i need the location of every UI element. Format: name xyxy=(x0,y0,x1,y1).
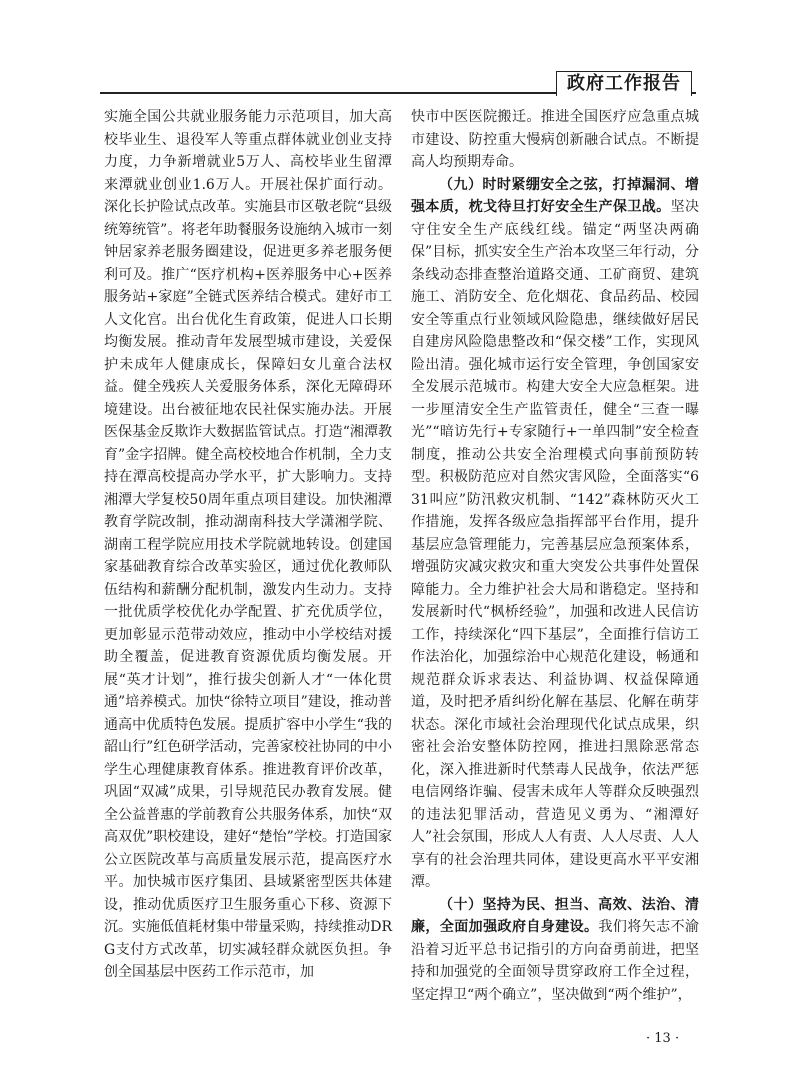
section-paragraph-9 xyxy=(411,174,699,894)
body-paragraph: 快市中医医院搬迁。推进全国医疗应急重点城市建设、防控重大慢病创新融合试点。不断提高人均预期寿命。 xyxy=(411,109,699,170)
section-heading-10: （十）坚持为民、担当、高效、法治、清廉，全面加强政府自身建设。 xyxy=(411,896,699,935)
section-header-title: 政府工作报告 xyxy=(556,71,692,96)
section-heading-9: （九）时时紧绷安全之弦，打掉漏洞、增强本质，枕戈待旦打好安全生产保卫战。 xyxy=(411,176,699,215)
section-paragraph-10 xyxy=(411,894,699,1007)
body-paragraph: 实施全国公共就业服务能力示范项目，加大高校毕业生、退役军人等重点群体就业创业支持力度，力争新增就业5万人、高校毕业生留潭来潭就业创业1.6万人。开展社保扩面行动。深化长护险试点改革。实施县市区敬老院“县级统筹统管”。将老年助餐服务设施纳入城市一刻钟居家养老服务圈建设，促进更多养老服务便利可及。推广“医疗机构+医养服务中心+医养服务站+家庭”全链式医养结合模式。建好市工人文化宫。出台优化生育政策，促进人口长期均衡发展。推动青年发展型城市建设，关爱保护未成年人健康成长，保障妇女儿童合法权益。健全残疾人关爱服务体系，深化无障碍环境建设。出台被征地农民社保实施办法。开展医保基金反欺诈大数据监管试点。打造“湘潭教育”金字招牌。健全高校校地合作机制，全力支持在潭高校提高办学水平，扩大影响力。支持湘潭大学复校50周年重点项目建设。加快湘潭教育学院改制，推动湖南科技大学潇湘学院、湖南工程学院应用技术学院就地转设。创建国家基础教育综合改革实验区，通过优化教师队伍结构和薪酬分配机制，激发内生动力。支持一批优质学校优化办学配置、扩充优质学位，更加彰显示范带动效应，推动中小学校结对援助全覆盖，促进教育资源优质均衡发展。开展“英才计划”，推行拔尖创新人才“一体化贯通”培养模式。加快“徐特立项目”建设，推动普通高中优质特色发展。提质扩容中小学生“我的韶山行”红色研学活动，完善家校社协同的中小学生心理健康教育体系。推进教育评价改革，巩固“双减”成果，引导规范民办教育发展。健全公益普惠的学前教育公共服务体系，加快“双高双优”职校建设，建好“楚怡”学校。打造国家公立医院改革与高质量发展示范，提高医疗水平。加快城市医疗集团、县域紧密型医共体建设，推动优质医疗卫生服务重心下移、资源下沉。实施低值耗材集中带量采购，持续推动DRG支付方式改革，切实减轻群众就医负担。争创全国基层中医药工作示范市，加 xyxy=(104,109,392,980)
right-column xyxy=(411,106,699,1006)
page-number: · 13 · xyxy=(646,1031,680,1046)
section-body-10: 我们将矢志不渝沿着习近平总书记指引的方向奋勇前进，把坚持和加强党的全面领导贯穿政府工作全过程，坚定捍卫“两个确立”，坚决做到“两个维护”， xyxy=(411,919,700,1003)
left-column xyxy=(104,106,392,984)
section-body-9: 坚决守住安全生产底线红线。锚定“两坚决两确保”目标，抓实安全生产治本攻坚三年行动，分条线动态排查整治道路交通、工矿商贸、建筑施工、消防安全、危化烟花、食品药品、校园安全等重点行业领域风险隐患，继续做好居民自建房风险隐患整改和“保交楼”工作，实现风险出清。强化城市运行安全管理，争创国家安全发展示范城市。构建大安全大应急框架。进一步厘清安全生产监管责任，健全“三查一曝光”“暗访先行+专家随行+一单四制”安全检查制度，推动公共安全治理模式向事前预防转型。积极防范应对自然灾害风险，全面落实“631叫应”防汛救灾机制、“142”森林防灭火工作措施，发挥各级应急指挥部平台作用，提升基层应急管理能力，完善基层应急预案体系，增强防灾减灾救灾和重大突发公共事件处置保障能力。全力维护社会大局和谐稳定。坚持和发展新时代“枫桥经验”，加强和改进人民信访工作，持续深化“四下基层”，全面推行信访工作法治化，加强综治中心规范化建设，畅通和规范群众诉求表达、利益协调、权益保障通道，及时把矛盾纠纷化解在基层、化解在萌芽状态。深化市域社会治理现代化试点成果，织密社会治安整体防控网，推进扫黑除恶常态化，深入推进新时代禁毒人民战争，依法严惩电信网络诈骗、侵害未成年人等群众反映强烈的违法犯罪活动，营造见义勇为、“湘潭好人”社会氛围，形成人人有责、人人尽责、人人享有的社会治理共同体，建设更高水平平安湘潭。 xyxy=(411,199,699,890)
